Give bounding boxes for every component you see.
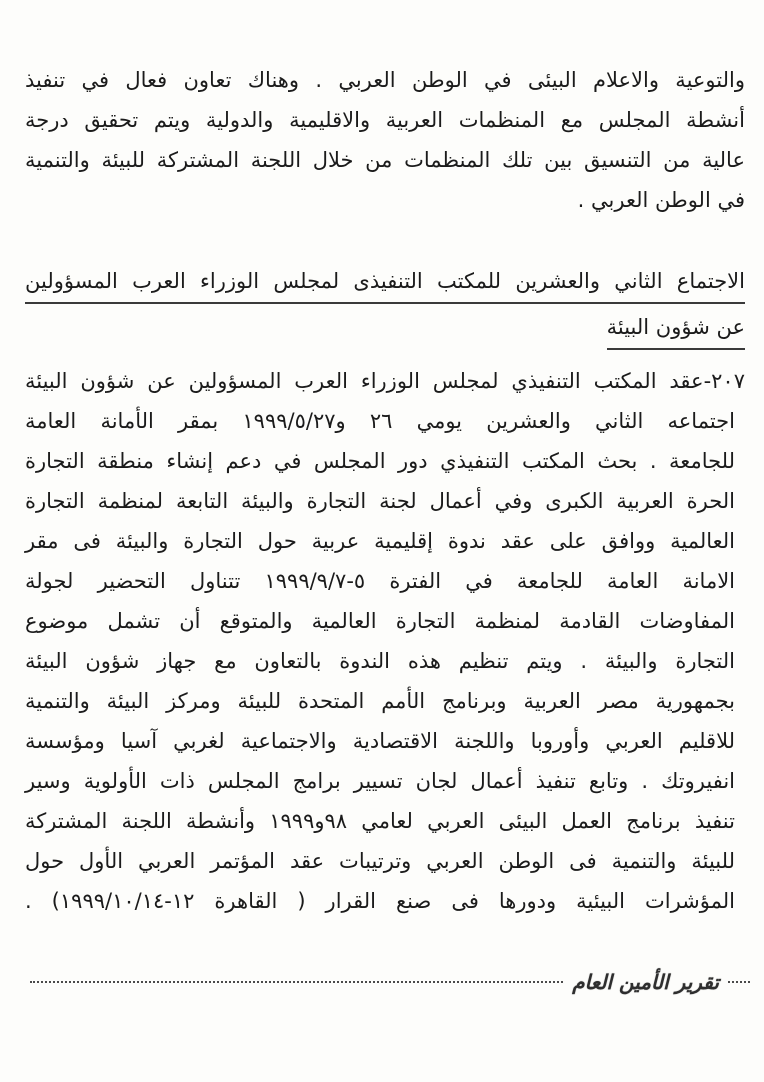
section-heading — [25, 263, 745, 350]
paragraph-207-line: العالمية ووافق على عقد ندوة إقليمية عربية حول التجارة والبيئة فى مقر — [25, 529, 735, 553]
footer-stamp-label: تقرير الأمين العام — [572, 970, 719, 994]
paragraph-207-line: الامانة العامة للجامعة في الفترة ٥-١٩٩٩/٩/٧ تتناول التحضير لجولة — [25, 569, 735, 593]
section-heading-line2: عن شؤون البيئة — [607, 309, 745, 350]
footer-short-rule — [728, 981, 750, 983]
paragraph-207-line: للاقليم العربي وأوروبا واللجنة الاقتصادية والاجتماعية لغربي آسيا ومؤسسة — [25, 729, 735, 753]
paragraph-207-line: الحرة العربية الكبرى وفي أعمال لجنة التجارة والبيئة التابعة لمنظمة التجارة — [25, 489, 735, 513]
intro-line: عالية من التنسيق بين تلك المنظمات من خلال اللجنة المشتركة للبيئة والتنمية — [25, 148, 745, 172]
section-heading-line2-wrap — [25, 309, 745, 350]
paragraph-207-line: للجامعة . بحث المكتب التنفيذي دور المجلس في دعم إنشاء منطقة التجارة — [25, 449, 735, 473]
footer-long-rule — [30, 981, 563, 983]
intro-line: في الوطن العربي . — [577, 188, 745, 212]
intro-line: والتوعية والاعلام البيئى في الوطن العربي . وهناك تعاون فعال في تنفيذ — [25, 68, 745, 92]
paragraph-207-line: انفيروتك . وتابع تنفيذ أعمال لجان تسيير برامج المجلس ذات الأولوية وسير — [25, 769, 735, 793]
intro-paragraph — [25, 60, 745, 220]
paragraph-207-line: بجمهورية مصر العربية وبرنامج الأمم المتحدة للبيئة ومركز البيئة والتنمية — [25, 689, 735, 713]
page-content — [25, 60, 745, 921]
section-heading-line1: الاجتماع الثاني والعشرين للمكتب التنفيذى لمجلس الوزراء العرب المسؤولين — [25, 263, 745, 304]
paragraph-207 — [25, 361, 745, 921]
intro-line: أنشطة المجلس مع المنظمات العربية والاقليمية والدولية ويتم تحقيق درجة — [25, 108, 745, 132]
paragraph-207-line: ٢٠٧-عقد المكتب التنفيذي لمجلس الوزراء العرب المسؤولين عن شؤون البيئة — [25, 369, 745, 393]
paragraph-207-line: للبيئة والتنمية فى الوطن العربي وترتيبات عقد المؤتمر العربي الأول حول — [25, 849, 735, 873]
footer — [30, 961, 750, 1003]
paragraph-207-line: التجارة والبيئة . ويتم تنظيم هذه الندوة بالتعاون مع جهاز شؤون البيئة — [25, 649, 735, 673]
paragraph-207-line: المفاوضات القادمة لمنظمة التجارة العالمية والمتوقع أن تشمل موضوع — [25, 609, 735, 633]
paragraph-207-line: اجتماعه الثاني والعشرين يومي ٢٦ و١٩٩٩/٥/٢٧ بمقر الأمانة العامة — [25, 409, 735, 433]
paragraph-207-line: المؤشرات البيئية ودورها فى صنع القرار ( القاهرة ١٢-١٩٩٩/١٠/١٤) . — [25, 889, 736, 913]
paragraph-207-line: تنفيذ برنامج العمل البيئى العربي لعامي ٩٨و١٩٩٩ وأنشطة اللجنة المشتركة — [25, 809, 735, 833]
